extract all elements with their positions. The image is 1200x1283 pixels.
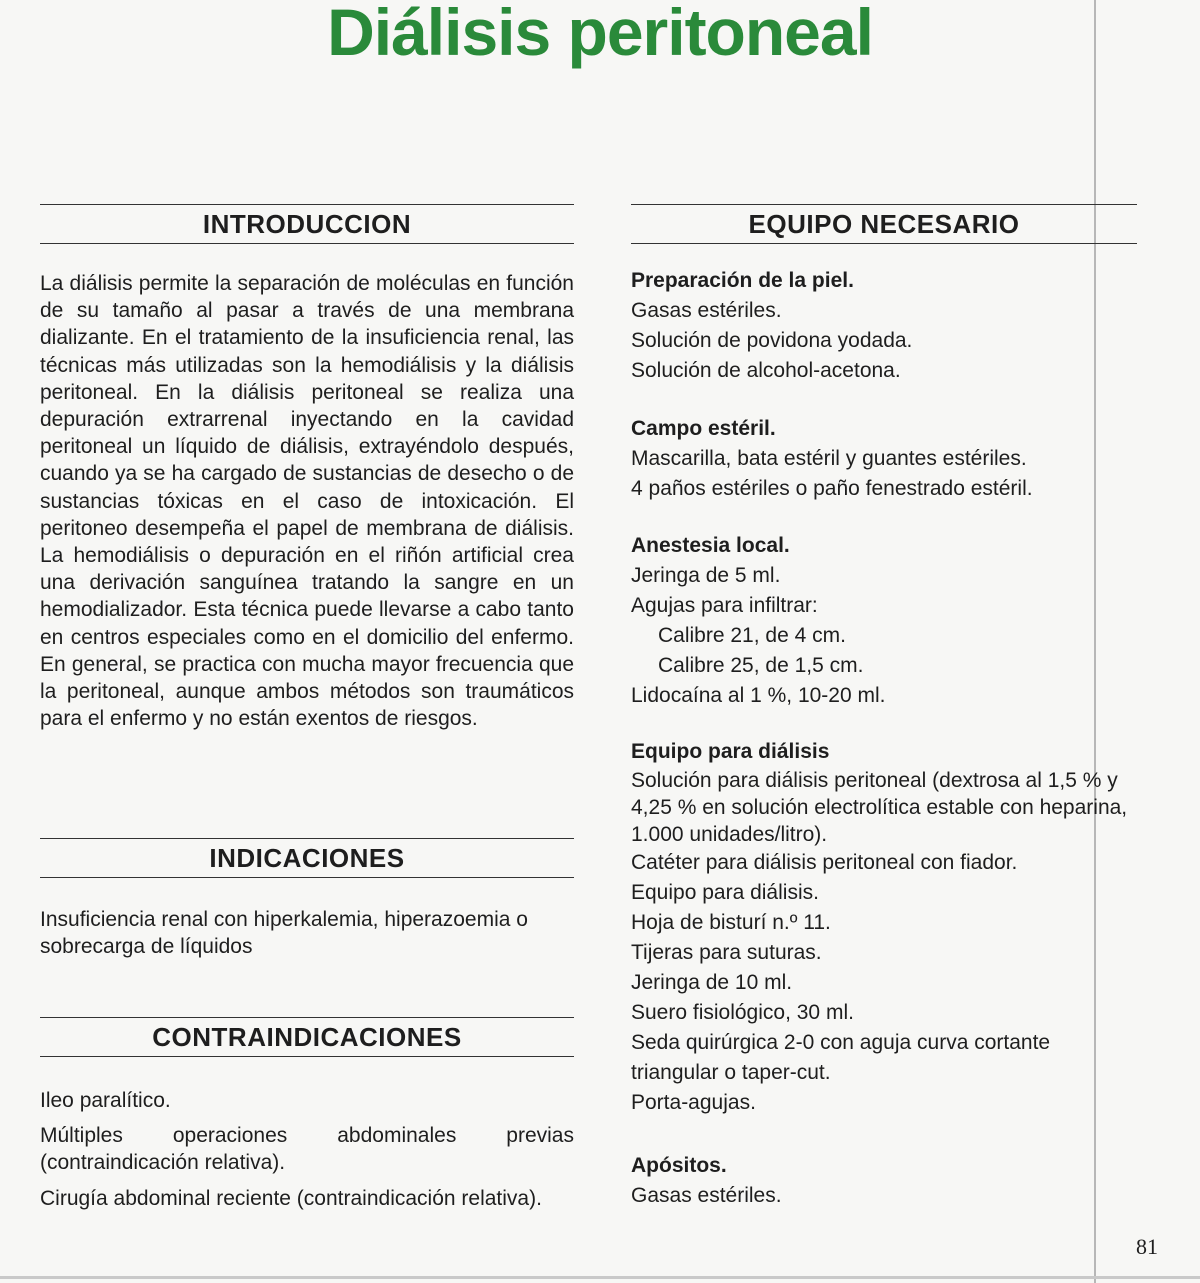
indicaciones-text: Insuficiencia renal con hiperkalemia, hiperazoemia o sobrecarga de líquidos xyxy=(40,908,528,959)
equipo-group-apositos xyxy=(631,1151,1171,1211)
list-item: Hoja de bisturí n.º 11. xyxy=(631,911,831,934)
list-item: Catéter para diálisis peritoneal con fiador. xyxy=(631,851,1018,874)
introduccion-heading: INTRODUCCION xyxy=(40,204,574,244)
group-title: Preparación de la piel. xyxy=(631,269,854,292)
list-item: Lidocaína al 1 %, 10-20 ml. xyxy=(631,684,886,707)
list-item: Agujas para infiltrar: xyxy=(631,594,818,617)
indicaciones-heading: INDICACIONES xyxy=(40,838,574,878)
list-item: Equipo para diálisis. xyxy=(631,881,819,904)
list-item: Porta-agujas. xyxy=(631,1091,756,1114)
equipo-group-dialisis xyxy=(631,737,1171,1118)
list-item: Calibre 21, de 4 cm. xyxy=(658,624,846,647)
list-item: Mascarilla, bata estéril y guantes estériles. xyxy=(631,447,1027,470)
group-title: Apósitos. xyxy=(631,1154,727,1177)
list-item: 4 paños estériles o paño fenestrado estéril. xyxy=(631,477,1033,500)
contraindicacion-item: Múltiples operaciones abdominales previas (contraindicación relativa). xyxy=(40,1124,574,1175)
list-item: Jeringa de 5 ml. xyxy=(631,564,781,587)
equipo-heading: EQUIPO NECESARIO xyxy=(631,204,1137,244)
introduccion-section xyxy=(40,204,574,732)
indicaciones-section xyxy=(40,838,574,960)
list-item: Solución de povidona yodada. xyxy=(631,329,913,352)
equipo-group-piel xyxy=(631,266,1171,386)
list-item: Suero fisiológico, 30 ml. xyxy=(631,1001,854,1024)
contraindicacion-item: Cirugía abdominal reciente (contraindicación relativa). xyxy=(40,1186,542,1210)
group-title: Campo estéril. xyxy=(631,417,776,440)
list-item: Seda quirúrgica 2-0 con aguja curva cortante triangular o taper-cut. xyxy=(631,1031,1051,1084)
list-item: Solución para diálisis peritoneal (dextrosa al 1,5 % y 4,25 % en solución electrolítica estable con heparina, 1.000 unidades/litro). xyxy=(631,769,1128,846)
equipo-section xyxy=(631,204,1137,244)
list-item: Gasas estériles. xyxy=(631,1184,782,1207)
page-title: Diálisis peritoneal xyxy=(327,0,873,69)
page-number: 81 xyxy=(1136,1234,1158,1259)
list-item: Jeringa de 10 ml. xyxy=(631,971,793,994)
list-item: Tijeras para suturas. xyxy=(631,941,822,964)
group-title: Anestesia local. xyxy=(631,534,790,557)
list-item: Gasas estériles. xyxy=(631,299,782,322)
group-title: Equipo para diálisis xyxy=(631,740,830,763)
contraindicaciones-section xyxy=(40,1017,574,1212)
introduccion-text: La diálisis permite la separación de moléculas en función de su tamaño al pasar a través de una membrana dializante. En el tratamiento de la insuficiencia renal, las técnicas más utilizadas son la hemodiálisis y la diálisis peritoneal. En la diálisis peritoneal se realiza una depuración extrarrenal inyectando en la cavidad peritoneal un líquido de diálisis, extrayéndolo después, cuando ya se ha cargado de sustancias de desecho o de sustancias tóxicas en el caso de intoxicación. El peritoneo desempeña el papel de membrana de diálisis. La hemodiálisis o depuración en el riñón artificial crea una derivación sanguínea tratando la sangre en un hemodializador. Esta técnica puede llevarse a cabo tanto en centros especiales como en el domicilio del enfermo. En general, se practica con mucha mayor frecuencia que la peritoneal, aunque ambos métodos son traumáticos para el enfermo y no están exentos de riesgos. xyxy=(40,272,574,731)
bottom-rule xyxy=(0,1276,1200,1279)
contraindicacion-item: Ileo paralítico. xyxy=(40,1089,171,1112)
equipo-group-campo xyxy=(631,414,1171,504)
list-item: Solución de alcohol-acetona. xyxy=(631,359,901,382)
list-item: Calibre 25, de 1,5 cm. xyxy=(658,654,864,677)
contraindicaciones-heading: CONTRAINDICACIONES xyxy=(40,1017,574,1057)
equipo-group-anestesia xyxy=(631,531,1171,711)
